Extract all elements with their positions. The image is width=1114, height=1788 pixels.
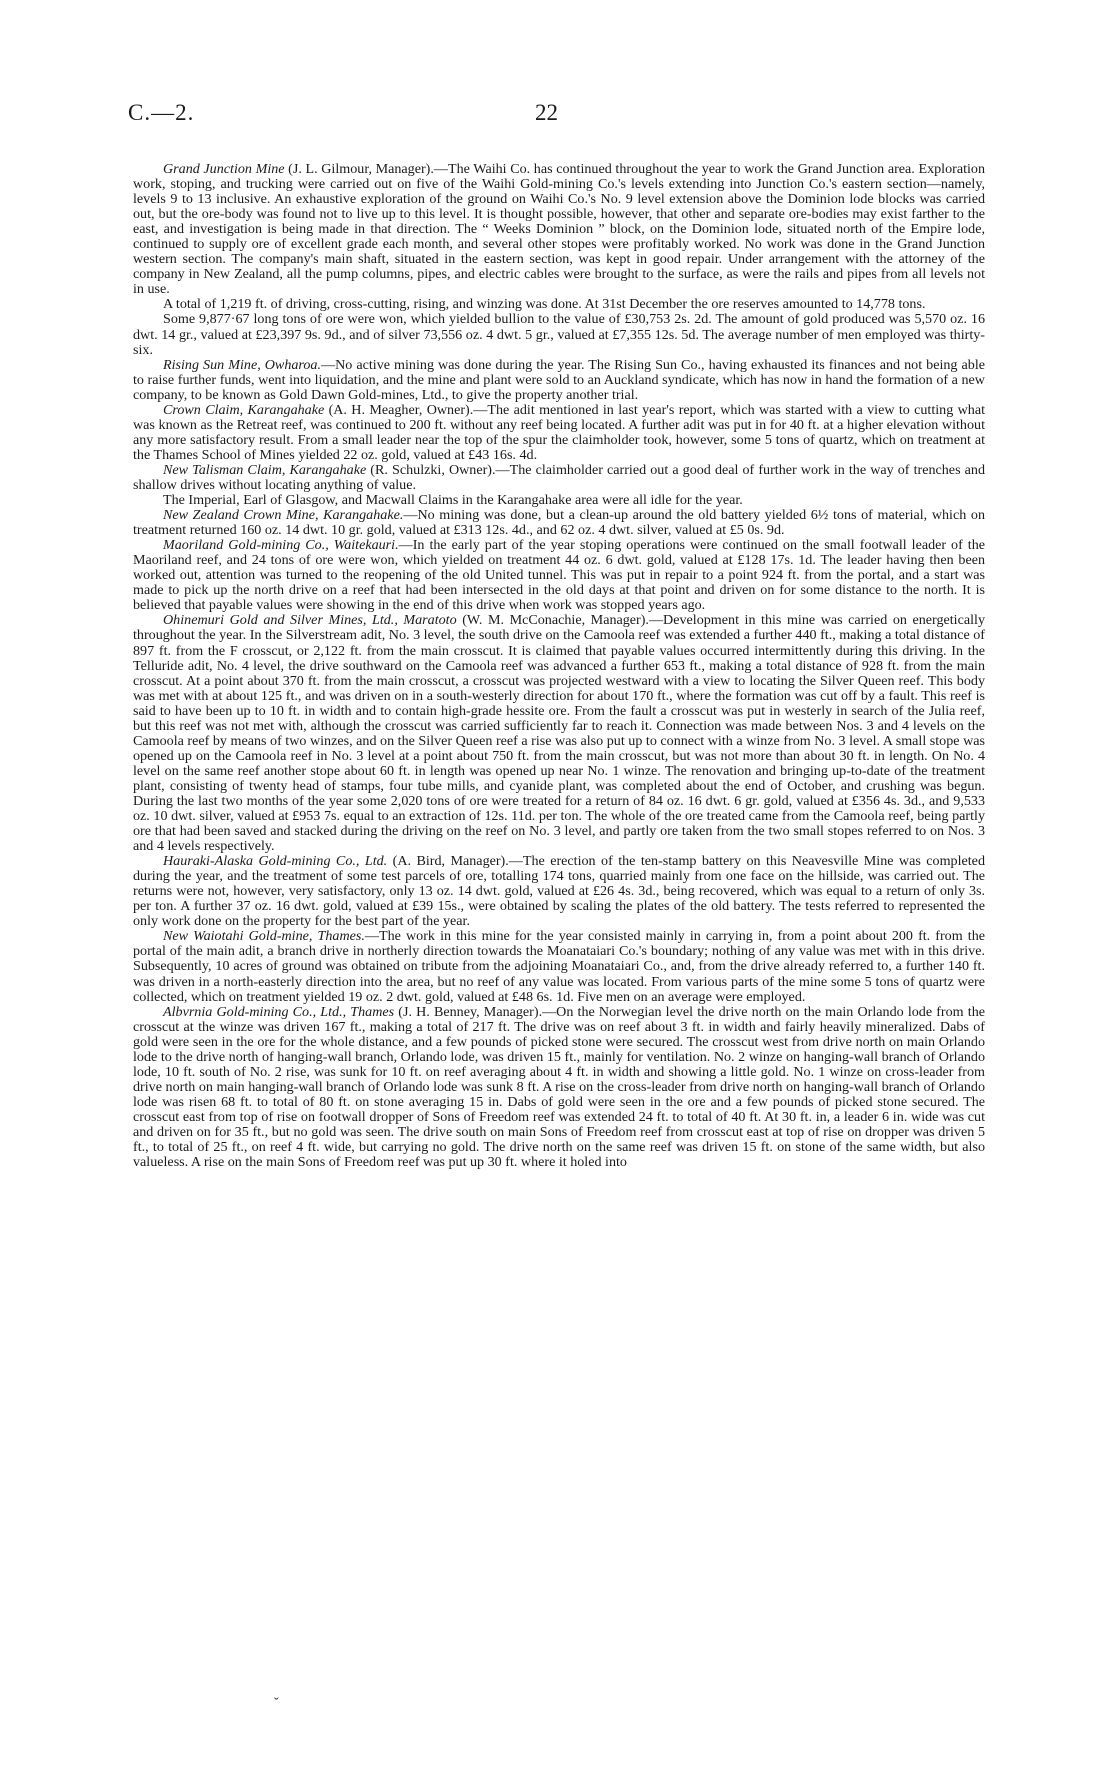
paragraph-ohinemuri: Ohinemuri Gold and Silver Mines, Ltd., Maratoto (W. M. McConachie, Manager).—Development in this mine was carried on energetically throughout the year. In the Silverstream adit, No. 3 level, the south drive on the Camoola reef was extended a further 440 ft., making a total distance of 897 ft. from the F crosscut, or 2,122 ft. from the main crosscut. It is claimed that payable values occurred intermittently during this driving. In the Telluride adit, No. 4 level, the drive southward on the Camoola reef was advanced a further 653 ft., making a total distance of 928 ft. from the main crosscut. At a point about 370 ft. from the main crosscut, a crosscut was projected westward with a view to locating the Silver Queen reef. This body was met with at about 125 ft., and was driven on in a south-westerly direction for about 170 ft., where the formation was cut off by a fault. This reef is said to have been up to 10 ft. in width and to contain high-grade hessite ore. From the fault a crosscut was put in westerly in search of the Julia reef, but this reef was not met with, although the crosscut was carried sufficiently far to reach it. Connection was made between Nos. 3 and 4 levels on the Camoola reef by means of two winzes, and on the Silver Queen reef a rise was also put up to connect with a winze from No. 3 level. A small stope was opened up on the Camoola reef in No. 3 level at a point about 750 ft. from the main crosscut, but was not more than about 30 ft. in length. On No. 4 level on the same reef another stope about 60 ft. in length was opened up near No. 1 winze. The renovation and bringing up-to-date of the treatment plant, consisting of twenty head of stamps, four tube mills, and cyanide plant, was completed about the end of October, and crushing was begun. During the last two months of the year some 2,020 tons of ore were treated for a return of 84 oz. 16 dwt. 6 gr. gold, valued at £356 4s. 3d., and 9,533 oz. 10 dwt. silver, valued at £953 7s. equal to an extraction of 12s. 11d. per ton. The whole of the ore treated came from the Camoola reef, being partly ore that had been saved and stacked during the driving on the reef on No. 3 level, and partly ore taken from the two small stopes referred to on Nos. 3 and 4 levels respectively.: [133, 612, 985, 855]
paragraph-grand-junction: Grand Junction Mine (J. L. Gilmour, Manager).—The Waihi Co. has continued throughout the year to work the Grand Junction area. Exploration work, stoping, and trucking were carried out on five of the Waihi Gold-mining Co.'s levels extending into Junction Co.'s eastern section—namely, levels 9 to 13 inclusive. An exhaustive exploration of the ground on Waihi Co.'s No. 9 level extension above the Dominion lode blocks was carried out, but the ore-body was found not to live up to this level. It is thought possible, however, that other and separate ore-bodies may exist farther to the east, and investigation is being made in that direction. The “ Weeks Dominion ” block, on the Dominion lode, situated north of the Empire lode, continued to supply ore of excellent grade each month, and several other stopes were profitably worked. No work was done in the Grand Junction western section. The company's main shaft, situated in the eastern section, was kept in good repair. Under arrangement with the attorney of the company in New Zealand, all the pump columns, pipes, and electric cables were brought to the surface, as were the rails and pipes from all levels not in use.: [133, 162, 985, 298]
paragraph-maoriland: Maoriland Gold-mining Co., Waitekauri.—In the early part of the year stoping operations were continued on the small footwall leader of the Maoriland reef, and 24 tons of ore were won, which yielded on treatment 44 oz. 6 dwt. gold, valued at £128 17s. 1d. The leader having then been worked out, attention was turned to the reopening of the old United tunnel. This was put in repair to a point 924 ft. from the portal, and a start was made to pick up the north drive on a reef that had been intersected in the old days at that point and driven on for some distance to the north. It is believed that payable values were showing in the end of this drive when work was stopped years ago.: [133, 537, 985, 614]
page-id: C.—2.: [128, 100, 195, 125]
body-text: [133, 162, 985, 1742]
paragraph-bullion-yield: Some 9,877·67 long tons of ore were won, which yielded bullion to the value of £30,753 2s. 2d. The amount of gold produced was 5,570 oz. 16 dwt. 14 gr., valued at £23,397 9s. 9d., and of silver 73,556 oz. 4 dwt. 5 gr., valued at £7,355 12s. 5d. The average number of men employed was thirty-six.: [133, 311, 985, 358]
paragraph-nz-crown: New Zealand Crown Mine, Karangahake.—No mining was done, but a clean-up around the old battery yielded 6½ tons of material, which on treatment returned 160 oz. 14 dwt. 10 gr. gold, valued at £313 12s. 4d., and 62 oz. 4 dwt. silver, valued at £5 0s. 9d.: [133, 507, 985, 539]
page-number: 22: [535, 100, 558, 125]
paragraph-driving-total: A total of 1,219 ft. of driving, cross-cutting, rising, and winzing was done. At 31st December the ore reserves amounted to 14,778 tons.: [163, 296, 926, 313]
paragraph-rising-sun: Rising Sun Mine, Owharoa.—No active mining was done during the year. The Rising Sun Co., having exhausted its finances and not being able to raise further funds, went into liquidation, and the mine and plant were sold to an Auckland syndicate, which has now in hand the formation of a new company, to be known as Gold Dawn Gold-mines, Ltd., to give the property another trial.: [133, 356, 985, 403]
page-header: [0, 100, 1114, 136]
paragraph-albvrnia: Albvrnia Gold-mining Co., Ltd., Thames (J. H. Benney, Manager).—On the Norwegian level the drive north on the main Orlando lode from the crosscut at the winze was driven 167 ft., making a total of 217 ft. The drive was on reef about 3 ft. in width and fairly heavily mineralized. Dabs of gold were seen in the ore for the whole distance, and a few pounds of picked stone were secured. The crosscut west from drive north on main Orlando lode to the drive north of hanging-wall branch, Orlando lode, was driven 15 ft., mainly for ventilation. No. 2 winze on hanging-wall branch of Orlando lode, 10 ft. south of No. 2 rise, was sunk for 10 ft. on reef averaging about 4 ft. in width and showing a little gold. No. 1 winze on cross-leader from drive north on main hanging-wall branch of Orlando lode was sunk 8 ft. A rise on the cross-leader from drive north on hanging-wall branch of Orlando lode was risen 68 ft. to total of 80 ft. on stone averaging 15 in. Dabs of gold were seen in the ore and a few pounds of picked stone secured. The crosscut east from top of rise on footwall dropper of Sons of Freedom reef was extended 24 ft. to total of 40 ft. At 30 ft. in, a leader 6 in. wide was cut and driven on for 35 ft., but no gold was seen. The drive south on main Sons of Freedom reef from crosscut east at top of rise on dropper was driven 5 ft., to total of 25 ft., on reef 4 ft. wide, but carrying no gold. The drive north on the same reef was driven 15 ft. on stone of the same width, but also valueless. A rise on the main Sons of Freedom reef was put up 30 ft. where it holed into: [133, 1003, 985, 1171]
footer-mark: ˇ: [274, 1696, 279, 1711]
paragraph-idle-claims: The Imperial, Earl of Glasgow, and Macwall Claims in the Karangahake area were all idle for the year.: [163, 492, 743, 509]
paragraph-hauraki-alaska: Hauraki-Alaska Gold-mining Co., Ltd. (A. Bird, Manager).—The erection of the ten-stamp battery on this Neavesville Mine was completed during the year, and the treatment of some test parcels of ore, totalling 174 tons, quarried mainly from one face on the hillside, was carried out. The returns were not, however, very satisfactory, only 13 oz. 14 dwt. gold, valued at £26 4s. 3d., being recovered, which was equal to a return of only 3s. per ton. A further 37 oz. 16 dwt. gold, valued at £39 15s., were obtained by scaling the plates of the old battery. The tests referred to represented the only work done on the property for the best part of the year.: [133, 853, 985, 930]
paragraph-crown-claim: Crown Claim, Karangahake (A. H. Meagher, Owner).—The adit mentioned in last year's report, which was started with a view to cutting what was known as the Retreat reef, was continued to 200 ft. without any reef being located. A further adit was put in for 40 ft. at a higher elevation without any more satisfactory result. From a small leader near the top of the spur the claimholder took, however, some 5 tons of quartz, which on treatment at the Thames School of Mines yielded 22 oz. gold, valued at £43 16s. 4d.: [133, 401, 985, 463]
paragraph-new-talisman: New Talisman Claim, Karangahake (R. Schulzki, Owner).—The claimholder carried out a good deal of further work in the way of trenches and shallow drives without locating anything of value.: [133, 461, 985, 493]
paragraph-new-waiotahi: New Waiotahi Gold-mine, Thames.—The work in this mine for the year consisted mainly in carrying in, from a point about 200 ft. from the portal of the main adit, a branch drive in northerly direction towards the Moanataiari Co.'s boundary; nothing of any value was met with in this drive. Subsequently, 10 acres of ground was obtained on tribute from the adjoining Moanataiari Co., and, from the drive already referred to, a further 140 ft. was driven in a north-easterly direction into the area, but no reef of any value was located. From various parts of the mine some 5 tons of quartz were collected, which on treatment yielded 19 oz. 2 dwt. gold, valued at £48 6s. 1d. Five men on an average were employed.: [133, 928, 985, 1005]
